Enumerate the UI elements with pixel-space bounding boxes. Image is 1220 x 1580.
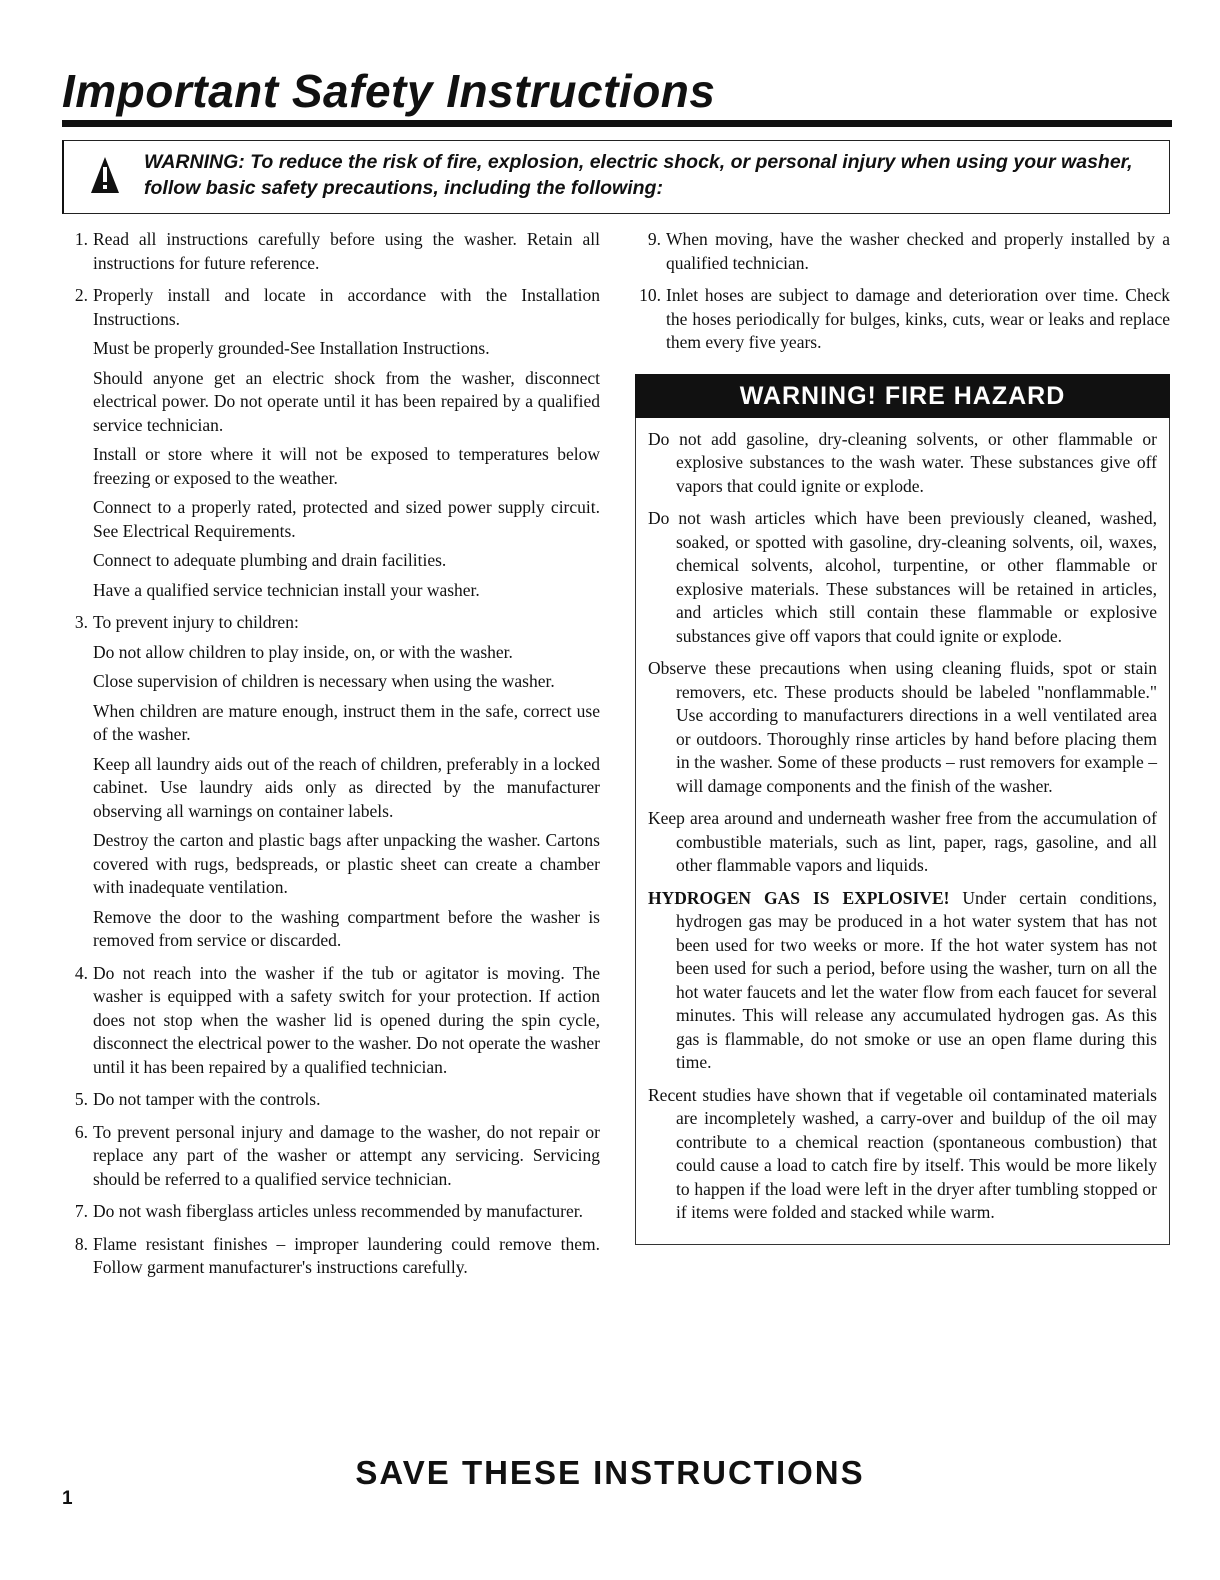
list-item [62, 962, 600, 1080]
list-item [62, 611, 600, 953]
list-item [62, 1233, 600, 1280]
fire-paragraph: Recent studies have shown that if vegetable oil contaminated materials are incompletely washed, a carry-over and buildup of the oil may contribute to a chemical reaction (spontaneous combustion) that could cause a load to catch fire by itself. This would be more likely to happen if the load were left in the dryer after tumbling stopped or if items were folded and stacked while warm. [648, 1084, 1157, 1222]
item-text: Do not tamper with the controls. [93, 1089, 321, 1109]
fire-hazard-box [635, 374, 1170, 1245]
fire-paragraph: Keep area around and underneath washer free from the accumulation of combustible materials, such as lint, paper, rags, gasoline, and all other flammable vapors and liquids. [648, 808, 1157, 875]
item-number: 7. [74, 1201, 88, 1221]
item-number: 10. [639, 285, 661, 305]
warning-box [62, 140, 1170, 214]
sub-paragraph: Remove the door to the washing compartment before the washer is removed from service or discarded. [93, 906, 600, 950]
list-item [62, 1200, 600, 1224]
fire-paragraph: Observe these precautions when using cleaning fluids, spot or stain removers, etc. These products should be labeled "nonflammable." Use according to manufacturers directions in a well ventilated area or outdoors. Thoroughly rinse articles by hand before placing them in the washer. Some of these products – rust removers for example – will damage components and the finish of the washer. [648, 658, 1157, 796]
item-text: Read all instructions carefully before using the washer. Retain all instructions for future reference. [93, 229, 600, 273]
item-text: Do not wash fiberglass articles unless recommended by manufacturer. [93, 1201, 584, 1221]
sub-paragraph: Destroy the carton and plastic bags after unpacking the washer. Cartons covered with rugs, bedspreads, or plastic sheet can create a chamber with inadequate ventilation. [93, 830, 600, 897]
sub-paragraph: Have a qualified service technician install your washer. [93, 579, 480, 600]
left-column [62, 228, 600, 1289]
title-rule [62, 120, 1172, 127]
fire-hazard-heading: WARNING! FIRE HAZARD [635, 374, 1170, 418]
page-title: Important Safety Instructions [62, 65, 716, 117]
warning-body: To reduce the risk of fire, explosion, electric shock, or personal injury when using your washer, follow basic safety precautions, including the following: [144, 151, 1133, 199]
item-number: 1. [74, 229, 88, 249]
sub-paragraph: Should anyone get an electric shock from the washer, disconnect electrical power. Do not operate until it has been repaired by a qualified service technician. [93, 367, 600, 435]
list-item [635, 284, 1170, 355]
item-number: 5. [74, 1089, 88, 1109]
item-text: Inlet hoses are subject to damage and deterioration over time. Check the hoses periodically for bulges, kinks, cuts, wear or leaks and replace them every five years. [666, 285, 1170, 352]
item-number: 6. [74, 1121, 88, 1142]
item-text: Do not reach into the washer if the tub or agitator is moving. The washer is equipped with a safety switch for your protection. If action does not stop when the washer lid is opened during the spin cycle, disconnect the electrical power to the washer. Do not operate the washer until it has been repaired by a qualified technician. [93, 962, 600, 1077]
fire-paragraph: Do not add gasoline, dry-cleaning solvents, or other flammable or explosive substances to the wash water. These substances give off vapors that could ignite or explode. [648, 428, 1157, 496]
sub-paragraph: When children are mature enough, instruct them in the safe, correct use of the washer. [93, 700, 600, 744]
sub-paragraph: Must be properly grounded-See Installation Instructions. [93, 338, 490, 358]
warning-triangle-icon [90, 155, 120, 195]
sub-paragraph: Close supervision of children is necessary when using the washer. [93, 671, 555, 691]
list-item [62, 1121, 600, 1192]
item-text: Flame resistant finishes – improper laundering could remove them. Follow garment manufacturer's instructions carefully. [93, 1233, 600, 1277]
item-text: Properly install and locate in accordance with the Installation Instructions. [93, 285, 600, 329]
hydrogen-text: Under certain conditions, hydrogen gas may be produced in a hot water system that has not been used for two weeks or more. If the hot water system has not been used for such a period, before using the washer, turn on all the hot water faucets and let the water flow from each faucet for several minutes. This will release any accumulated hydrogen gas. As this gas is flammable, do not smoke or use an open flame during this time. [676, 887, 1157, 1072]
item-number: 8. [74, 1233, 88, 1254]
fire-paragraph: Do not wash articles which have been previously cleaned, washed, soaked, or spotted with gasoline, dry-cleaning solvents, oil, waxes, chemical solvents, alcohol, turpentine, or other flammable or explosive materials. These substances will be retained in articles, and articles which still contain these flammable or explosive substances give off vapors that could ignite or explode. [648, 508, 1157, 646]
save-instructions-footer: SAVE THESE INSTRUCTIONS [355, 1454, 865, 1491]
item-number: 3. [74, 612, 88, 632]
item-number: 4. [74, 962, 88, 983]
sub-paragraph: Do not allow children to play inside, on, or with the washer. [93, 641, 513, 662]
fire-paragraph [648, 887, 1157, 1075]
right-column [635, 228, 1170, 1245]
item-number: 9. [647, 229, 661, 249]
sub-paragraph: Install or store where it will not be exposed to temperatures below freezing or exposed to the weather. [93, 444, 600, 488]
list-item [635, 228, 1170, 275]
item-text: To prevent injury to children: [93, 612, 299, 632]
item-number: 2. [74, 285, 88, 305]
sub-paragraph: Connect to adequate plumbing and drain facilities. [93, 550, 447, 570]
sub-paragraph: Connect to a properly rated, protected and sized power supply circuit. See Electrical Requirements. [93, 497, 600, 541]
warning-label: WARNING: [144, 151, 245, 173]
list-item [62, 284, 600, 602]
list-item [62, 1088, 600, 1112]
hydrogen-warning: HYDROGEN GAS IS EXPLOSIVE! [648, 887, 950, 908]
page-number: 1 [62, 1488, 73, 1509]
sub-paragraph: Keep all laundry aids out of the reach of children, preferably in a locked cabinet. Use laundry aids only as directed by the manufacturer observing all warnings on container labels. [93, 753, 600, 821]
list-item [62, 228, 600, 275]
item-text: When moving, have the washer checked and properly installed by a qualified technician. [666, 229, 1170, 273]
item-text: To prevent personal injury and damage to the washer, do not repair or replace any part of the washer or attempt any servicing. Servicing should be referred to a qualified service technician. [93, 1121, 600, 1189]
warning-text [144, 149, 1154, 201]
